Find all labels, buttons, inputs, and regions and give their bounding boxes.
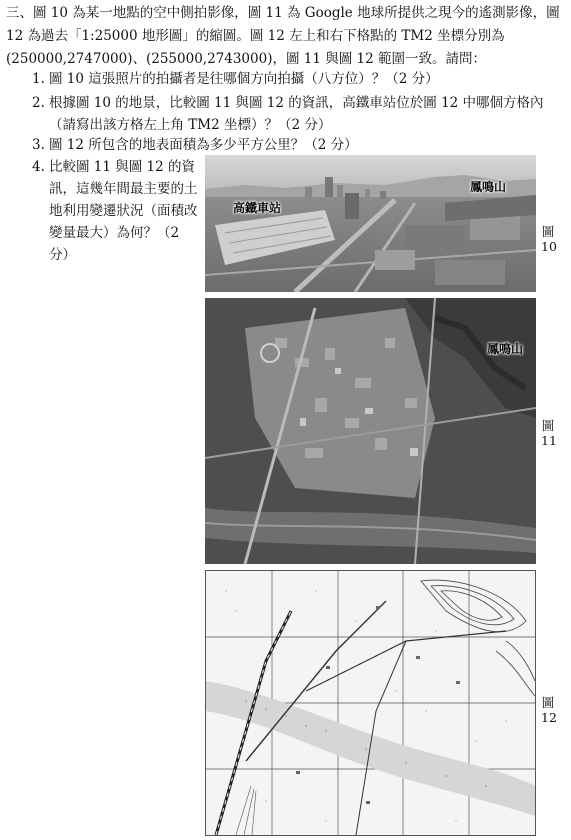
- figure-12-topographic-map: [205, 570, 536, 836]
- figure-11-satellite-image: [205, 298, 536, 564]
- section-intro: [6, 2, 562, 71]
- intro-text: 三、圖 10 為某一地點的空中側拍影像，圖 11 為 Google 地球所提供之現今的遙測影像，圖 12 為過去「1:25000 地形圖」的縮圖。圖 12 左上和右下格點的 TM2 坐標分別為(250000,2747000)、(255000,2743000)，圖 11 與圖 12 範圍一致。請問：: [6, 5, 560, 67]
- figure-10-caption: 圖 10: [541, 224, 557, 254]
- question-number: 4.: [32, 159, 45, 175]
- question-2: [32, 92, 562, 136]
- satellite-image-illustration: [205, 298, 536, 564]
- figure-10-aerial-photo: [205, 155, 536, 292]
- question-1: [32, 68, 562, 90]
- figure-11-caption: 圖 11: [541, 418, 557, 448]
- question-number: 3.: [32, 137, 45, 153]
- question-number: 2.: [32, 95, 45, 111]
- label-mountain: 鳳鳴山: [487, 342, 524, 356]
- topographic-map-illustration: [206, 571, 535, 835]
- question-text: 圖 10 這張照片的拍攝者是往哪個方向拍攝（八方位）？（2 分）: [49, 71, 439, 87]
- question-text: 比較圖 11 與圖 12 的資訊，這幾年間最主要的土地利用變遷狀況（面積改變量最大）為何？（2 分）: [49, 159, 198, 263]
- label-mountain: 鳳鳴山: [470, 180, 507, 194]
- question-number: 1.: [32, 71, 45, 87]
- question-text: 根據圖 10 的地景，比較圖 11 與圖 12 的資訊，高鐵車站位於圖 12 中哪個方格內（請寫出該方格左上角 TM2 坐標）？（2 分）: [49, 95, 544, 133]
- label-high-speed-rail-station: 高鐵車站: [233, 201, 282, 215]
- question-3: [32, 134, 562, 156]
- question-text: 圖 12 所包含的地表面積為多少平方公里？（2 分）: [49, 137, 358, 153]
- figure-12-caption: 圖 12: [541, 695, 557, 725]
- aerial-photo-illustration: [205, 155, 536, 292]
- question-4: [32, 156, 202, 266]
